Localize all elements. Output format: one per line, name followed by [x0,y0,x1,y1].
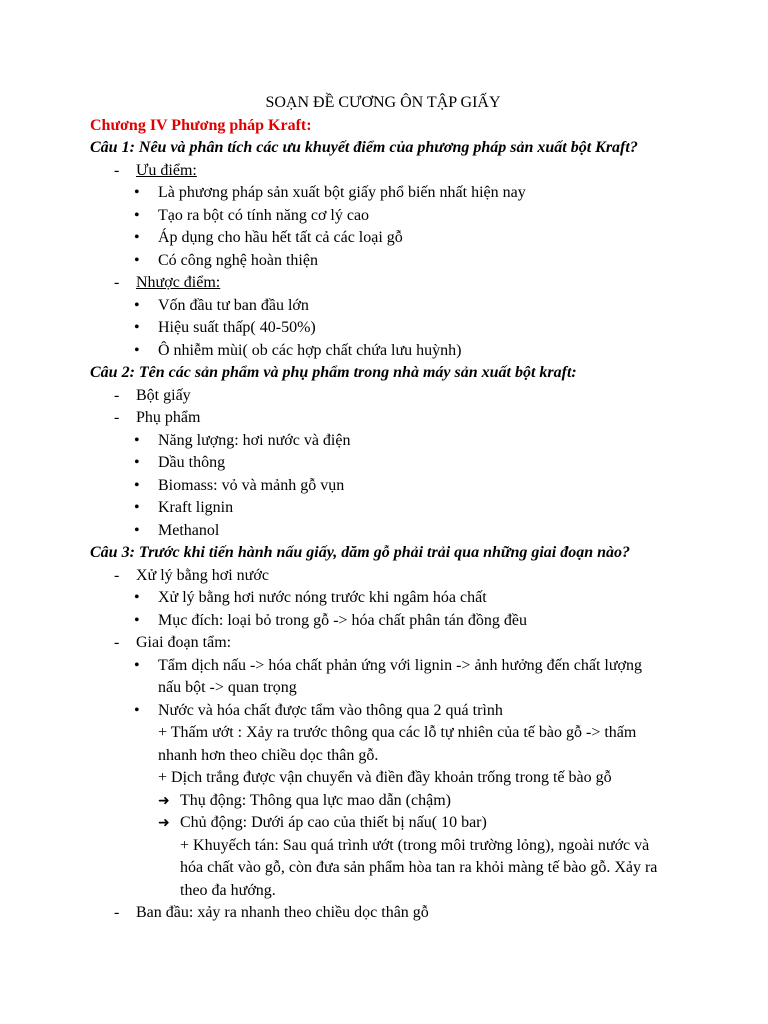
list-item: • Tẩm dịch nấu -> hóa chất phản ứng với lignin -> ảnh hưởng đến chất lượng [90,655,690,678]
list-item: • Ô nhiễm mùi( ob các hợp chất chứa lưu huỳnh) [90,340,690,363]
chapter-heading: Chương IV Phương pháp Kraft: [90,116,312,134]
list-item: • Vốn đầu tư ban đầu lớn [90,295,690,318]
list-item: • Áp dụng cho hầu hết tất cả các loại gỗ [90,227,690,250]
list-item: • Là phương pháp sản xuất bột giấy phổ biến nhất hiện nay [90,182,690,205]
list-item-continuation: nấu bột -> quan trọng [158,679,297,696]
document-title: SOẠN ĐỀ CƯƠNG ÔN TẬP GIẤY [265,94,501,111]
list-item: • Tạo ra bột có tính năng cơ lý cao [90,205,690,228]
paragraph-line: theo đa hướng. [180,881,276,899]
list-item: • Xử lý bằng hơi nước nóng trước khi ngâm hóa chất [90,587,690,610]
list-item: • Hiệu suất thấp( 40-50%) [90,317,690,340]
document-body [90,92,690,925]
paragraph-line: + Thấm ướt : Xảy ra trước thông qua các lỗ tự nhiên của tế bào gỗ -> thấm [158,724,637,741]
paragraph-line: hóa chất vào gỗ, còn đưa sản phẩm hòa tan ra khỏi màng tế bào gỗ. Xảy ra [180,859,658,876]
dash-item: - Phụ phẩm [90,407,690,430]
advantages-label: - Ưu điểm: [90,160,690,183]
list-item: • Có công nghệ hoàn thiện [90,250,690,273]
dash-item: - Bột giấy [90,385,690,408]
dash-item: - Ban đầu: xảy ra nhanh theo chiều dọc thân gỗ [90,902,690,925]
disadvantages-label: - Nhược điểm: [90,272,690,295]
question-1: Câu 1: Nêu và phân tích các ưu khuyết điểm của phương pháp sản xuất bột Kraft? [90,139,638,156]
list-item: • Mục đích: loại bỏ trong gỗ -> hóa chất phân tán đồng đều [90,610,690,633]
arrow-item: ➜ Chủ động: Dưới áp cao của thiết bị nấu( 10 bar) [90,812,690,835]
list-item: • Dầu thông [90,452,690,475]
arrow-item: ➜ Thụ động: Thông qua lực mao dẫn (chậm) [90,790,690,813]
paragraph-line: + Dịch trắng được vận chuyển và điền đầy khoản trống trong tế bào gỗ [158,769,612,786]
list-item: • Năng lượng: hơi nước và điện [90,430,690,453]
paragraph-line: nhanh hơn theo chiều dọc thân gỗ. [158,746,379,764]
dash-item: - Xử lý bằng hơi nước [90,565,690,588]
dash-item: - Giai đoạn tẩm: [90,632,690,655]
list-item: • Nước và hóa chất được tẩm vào thông qua 2 quá trình [90,700,690,723]
paragraph-line: + Khuyếch tán: Sau quá trình ướt (trong môi trường lỏng), ngoài nước và [180,836,650,854]
question-2: Câu 2: Tên các sản phẩm và phụ phẩm trong nhà máy sản xuất bột kraft: [90,364,577,381]
question-3: Câu 3: Trước khi tiến hành nấu giấy, dăm gỗ phải trải qua những giai đoạn nào? [90,544,631,561]
list-item: • Kraft lignin [90,497,690,520]
list-item: • Biomass: vỏ và mảnh gỗ vụn [90,475,690,498]
list-item: • Methanol [90,520,690,543]
